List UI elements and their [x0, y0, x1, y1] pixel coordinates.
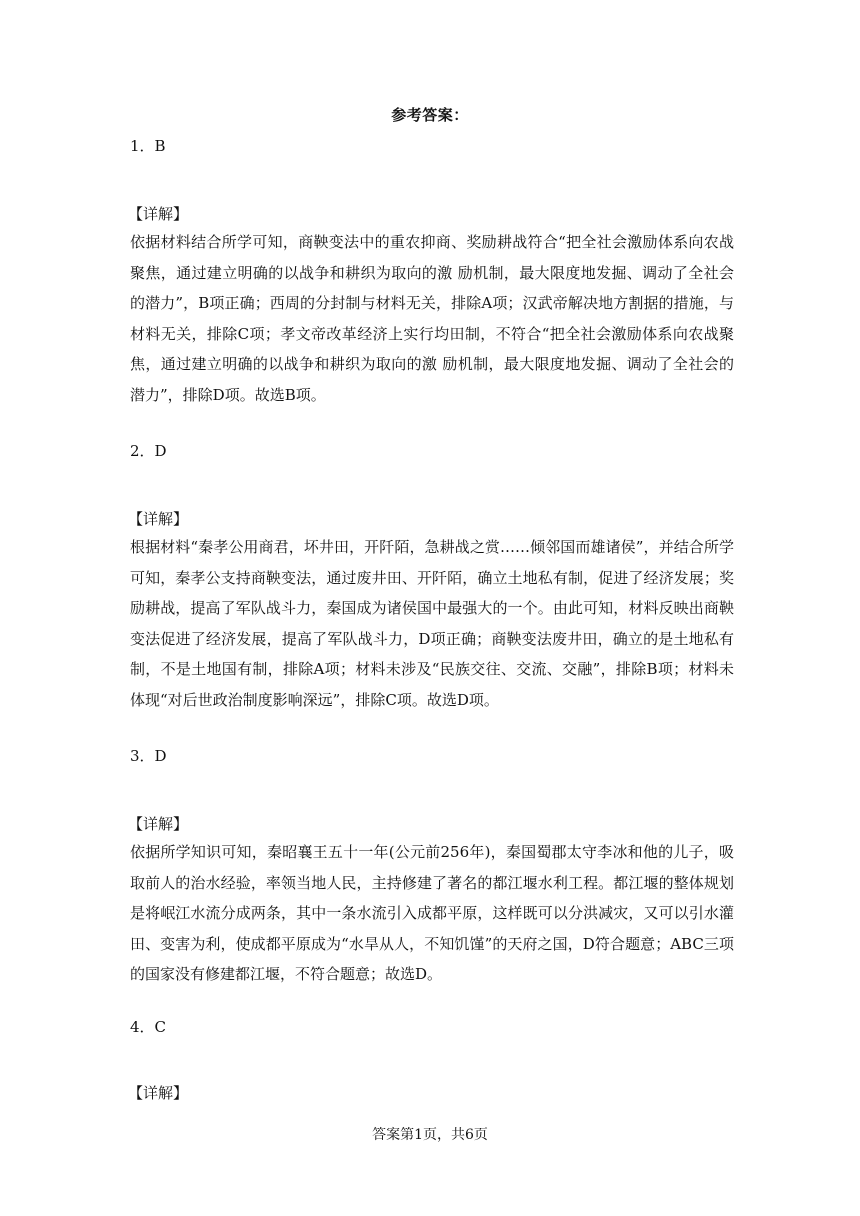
- question-4-detail-label: 【详解】: [128, 1084, 189, 1102]
- question-4-number: 4．C: [130, 1018, 167, 1036]
- question-3-detail-label: 【详解】: [128, 815, 189, 833]
- question-1-detail-label: 【详解】: [128, 205, 189, 223]
- question-2-explanation: 根据材料“秦孝公用商君，坏井田，开阡陌，急耕战之赏……倾邻国而雄诸侯”，并结合所学可知，秦孝公支持商鞅变法，通过废井田、开阡陌，确立土地私有制，促进了经济发展；奖励耕战，提高了军队战斗力，秦国成为诸侯国中最强大的一个。由此可知，材料反映出商鞅变法促进了经济发展，提高了军队战斗力，D项正确；商鞅变法废井田，确立的是土地私有制，不是土地国有制，排除A项；材料未涉及“民族交往、交流、交融”，排除B项；材料未体现“对后世政治制度影响深远”，排除C项。故选D项。: [130, 538, 734, 709]
- page-footer: 答案第1页，共6页: [372, 1127, 488, 1143]
- question-3-explanation: 依据所学知识可知，秦昭襄王五十一年(公元前256年)，秦国蜀郡太守李冰和他的儿子，吸取前人的治水经验，率领当地人民，主持修建了著名的都江堰水利工程。都江堰的整体规划是将岷江水流分成两条，其中一条水流引入成都平原，这样既可以分洪减灾，又可以引水灌田、变害为利，使成都平原成为“水旱从人，不知饥馑”的天府之国，D符合题意；ABC三项的国家没有修建都江堰，不符合题意；故选D。: [130, 843, 734, 983]
- question-1-number: 1．B: [130, 137, 166, 155]
- question-2-detail-label: 【详解】: [128, 510, 189, 528]
- question-2-number: 2．D: [130, 442, 167, 460]
- question-1-explanation: 依据材料结合所学可知，商鞅变法中的重农抑商、奖励耕战符合“把全社会激励体系向农战聚焦，通过建立明确的以战争和耕织为取向的激 励机制，最大限度地发掘、调动了全社会的潜力”，B项正确；西周的分封制与材料无关，排除A项；汉武帝解决地方割据的措施，与材料无关，排除C项；孝文帝改革经济上实行均田制，不符合“把全社会激励体系向农战聚焦，通过建立明确的以战争和耕织为取向的激 励机制，最大限度地发掘、调动了全社会的潜力”，排除D项。故选B项。: [130, 233, 734, 404]
- question-3-number: 3．D: [130, 747, 167, 765]
- page-title: 参考答案：: [391, 106, 469, 124]
